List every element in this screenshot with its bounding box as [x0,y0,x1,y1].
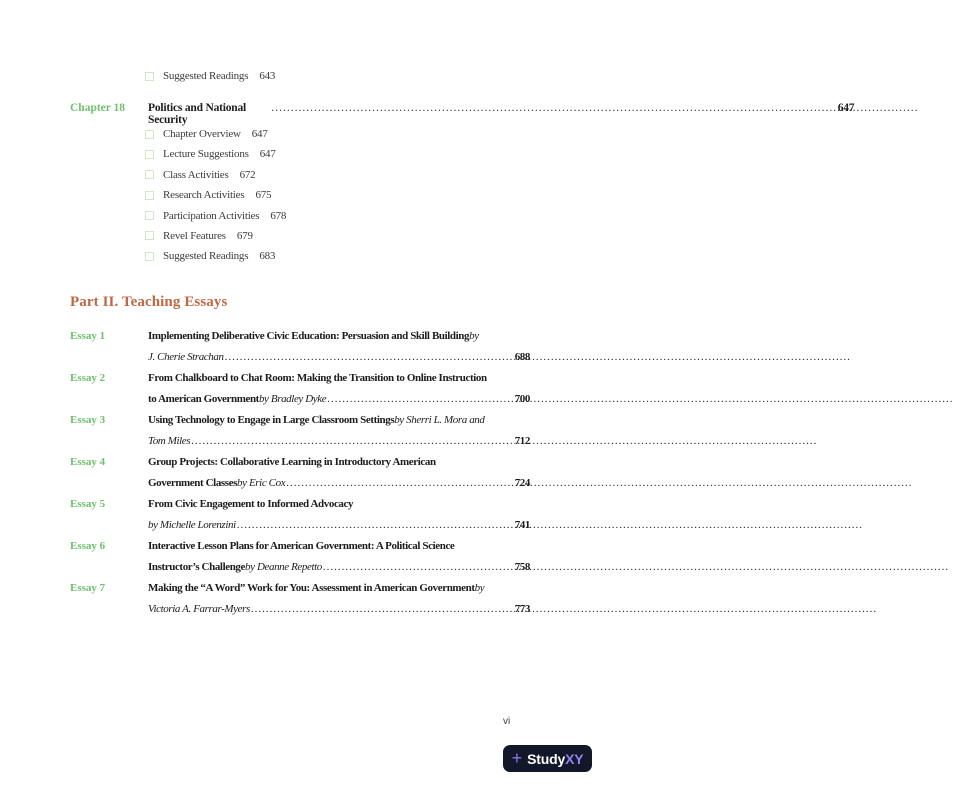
essay-page-number: 712 [514,435,530,447]
essay-label: Essay 2 [70,372,106,384]
essay-line [148,473,530,494]
plus-icon: + [511,747,523,768]
essay-content [148,536,530,578]
checkbox-bullet-icon [145,191,154,200]
essay-page-number: 700 [514,393,530,405]
essay-title-segment: Interactive Lesson Plans for American Government: A Political Science [148,540,455,552]
checkbox-bullet-icon [145,150,154,159]
subitem-label: Suggested Readings [163,250,249,263]
subitem-page-number: 683 [259,250,276,263]
toc-subitem [145,147,286,161]
dot-leader [237,515,514,536]
essay-title-segment: Group Projects: Collaborative Learning in Introductory American [148,456,436,468]
essay-line [148,389,530,410]
essay-entry [70,536,530,578]
subitem-page-number: 675 [255,189,272,202]
essay-content [148,452,530,494]
brand-name: Study [527,750,566,767]
toc-subitem [145,127,286,141]
essay-entry [70,410,530,452]
dot-leader [323,557,514,578]
essay-author-segment: J. Cherie Strachan [148,351,224,363]
essay-line [148,599,530,620]
essay-page-number: 758 [514,561,530,573]
essay-page-number: 741 [514,519,530,531]
checkbox-bullet-icon [145,72,154,81]
subitem-page-number: 678 [270,209,287,222]
folio-page-number: vi [503,716,511,727]
essay-author-segment: by Michelle Lorenzini [148,519,236,531]
subitem-label: Chapter Overview [163,128,241,140]
toc-subitem [145,249,286,263]
essay-line [148,536,530,557]
subitem-label: Class Activities [163,168,229,181]
essay-line [148,494,530,515]
essay-title-segment: Making the “A Word” Work for You: Assessment in American Government [148,582,475,594]
essay-entry [70,368,530,410]
essay-line [148,368,530,389]
essay-line [148,410,530,431]
dot-leader [191,431,514,452]
checkbox-bullet-icon [145,170,154,179]
essay-line [148,347,530,368]
chapter-subitems [145,127,286,270]
chapter-label: Chapter 18 [70,102,126,114]
essay-line [148,578,530,599]
checkbox-bullet-icon [145,252,154,261]
essay-author-segment: Tom Miles [148,435,191,447]
subitem-page-number: 672 [239,168,256,181]
essay-content [148,326,530,368]
chapter-title: Politics and National Security [148,102,247,126]
essay-content [148,494,530,536]
essay-label: Essay 5 [70,498,106,510]
brand-suffix: XY [565,750,584,767]
essay-title-segment: Implementing Deliberative Civic Education: Persuasion and Skill Building [148,330,470,342]
essay-author-segment: by [469,330,479,342]
essay-author-segment: by Bradley Dyke [258,393,327,405]
chapter-page-number: 647 [837,102,855,114]
subitem-label: Revel Features [163,229,226,242]
essay-author-segment: by [474,582,485,594]
toc-chapter-row [70,102,855,126]
chapter-title-line [148,102,854,126]
essay-entry [70,326,530,368]
checkbox-bullet-icon [145,231,154,240]
dot-leader [271,102,836,114]
essay-label: Essay 1 [70,330,106,342]
essay-page-number: 688 [514,351,530,363]
checkbox-bullet-icon [145,130,154,139]
essay-entry [70,494,530,536]
essay-title-segment: Instructor’s Challenge [148,561,246,573]
essay-title-segment: From Civic Engagement to Informed Advocacy [148,498,354,510]
essay-author-segment: Victoria A. Farrar-Myers [148,603,250,615]
dot-leader [286,473,514,494]
essay-content [148,368,530,410]
studyxy-brand-badge [503,745,592,772]
essay-line [148,431,530,452]
essay-page-number: 773 [514,603,530,615]
part-heading: Part II. Teaching Essays [70,294,228,310]
essay-author-segment: by Deanne Repetto [245,561,322,573]
essay-title-segment: to American Government [148,393,259,405]
dot-leader [251,599,514,620]
toc-subitem [145,188,286,202]
essay-label: Essay 4 [70,456,106,468]
essay-title-segment: Using Technology to Engage in Large Classroom Settings [148,414,395,426]
subitem-label: Suggested Readings [163,70,249,82]
essay-label: Essay 3 [70,414,106,426]
subitem-page-number: 647 [259,148,276,161]
essay-line [148,557,530,578]
essay-author-segment: by Eric Cox [237,477,286,489]
subitem-page-number: 679 [236,229,253,242]
essays-list [70,326,530,620]
essay-title-segment: Government Classes [148,477,238,489]
checkbox-bullet-icon [145,211,154,220]
subitem-page-number: 647 [251,128,268,140]
subitem-page-number: 643 [259,70,276,82]
toc-subitem [145,168,286,182]
toc-subitem [145,209,286,223]
essay-entry [70,452,530,494]
essay-line [148,452,530,473]
essay-content [148,410,530,452]
subitem-label: Research Activities [163,189,245,202]
subitem-label: Participation Activities [163,209,260,222]
essay-title-segment: From Chalkboard to Chat Room: Making the Transition to Online Instruction [148,372,487,384]
dot-leader [327,389,513,410]
essay-label: Essay 7 [70,582,106,594]
essay-content [148,578,530,620]
essay-entry [70,578,530,620]
essay-page-number: 724 [514,477,530,489]
essay-author-segment: by Sherri L. Mora and [394,414,485,426]
dot-leader [225,347,514,368]
toc-subitem [145,229,286,243]
essay-line [148,515,530,536]
toc-subitem-stray [145,69,275,83]
subitem-label: Lecture Suggestions [163,148,249,161]
essay-line [148,326,530,347]
essay-label: Essay 6 [70,540,106,552]
